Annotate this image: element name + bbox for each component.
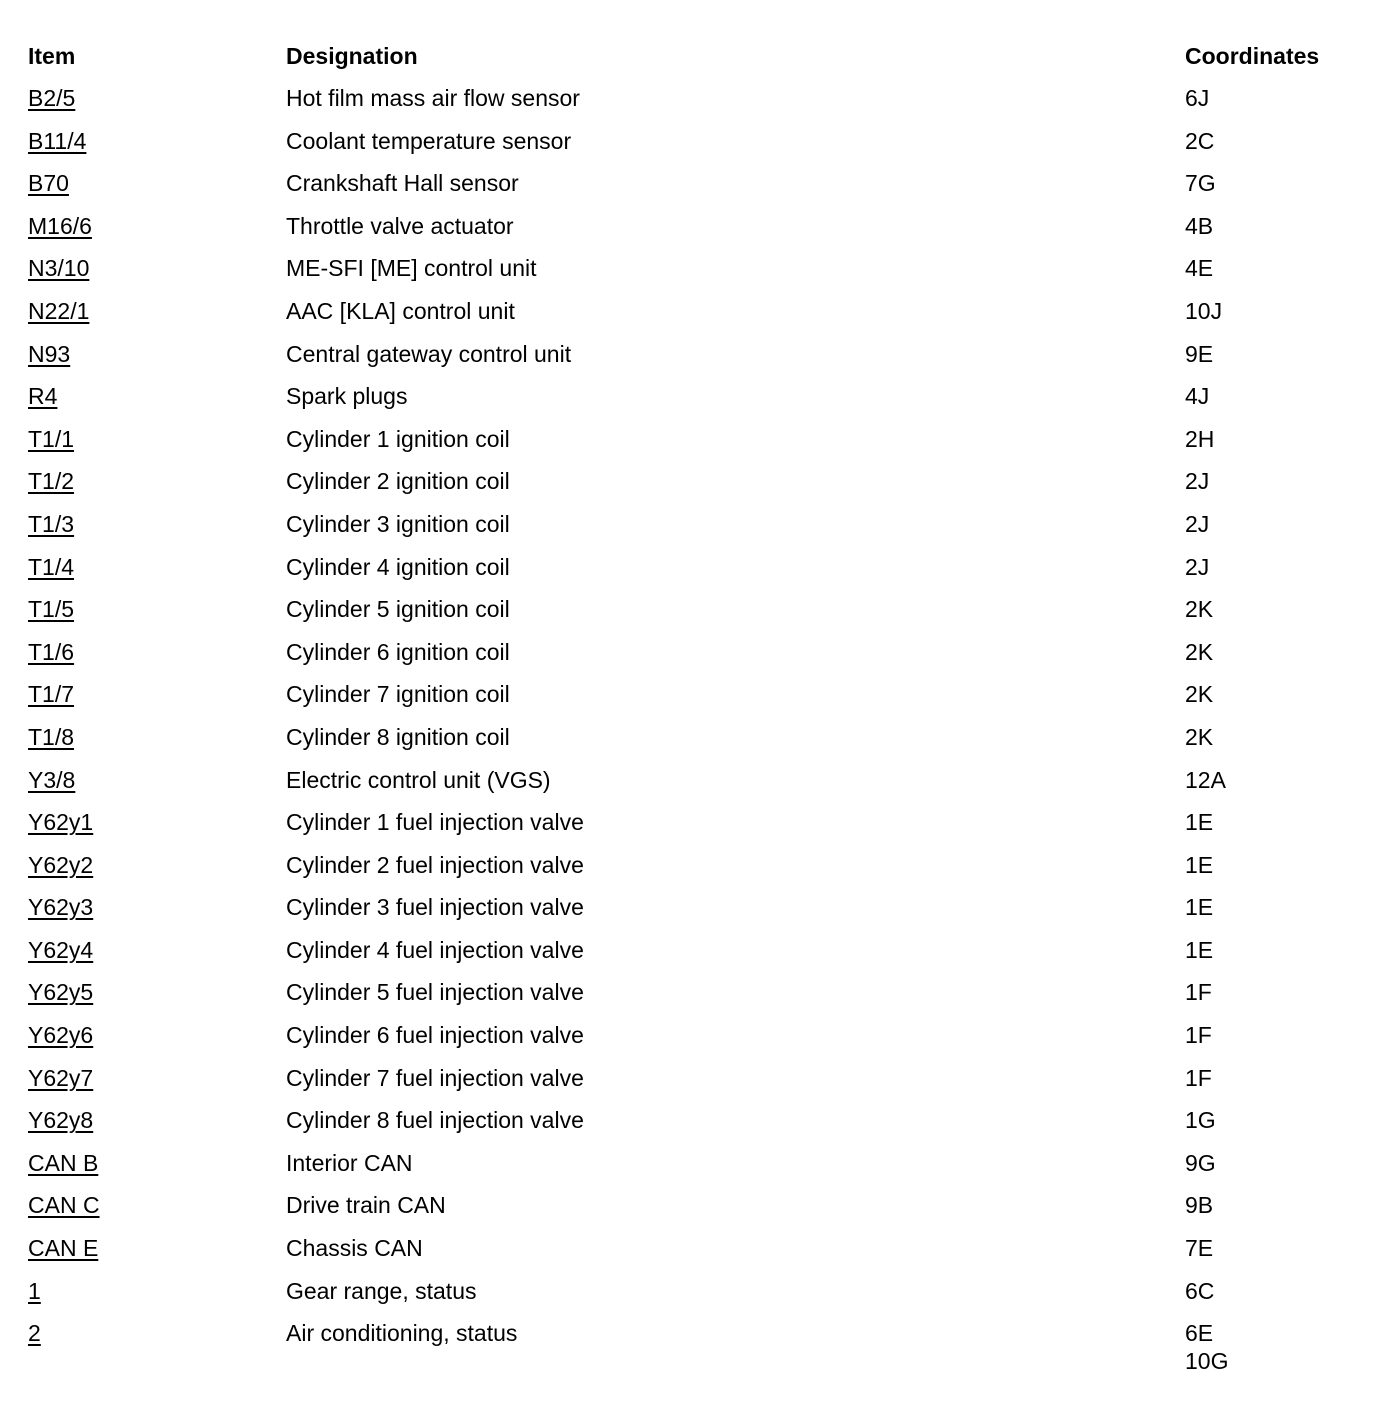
coordinate-value: 1F	[1185, 1064, 1212, 1091]
designation-text: Cylinder 2 fuel injection valve	[286, 851, 584, 878]
item-link[interactable]: B2/5	[28, 85, 76, 111]
designation-text: Central gateway control unit	[286, 340, 572, 367]
item-link[interactable]: CAN B	[28, 1149, 99, 1176]
coordinates-cell	[1185, 893, 1213, 921]
designation-text: Cylinder 3 fuel injection valve	[286, 894, 584, 921]
item-link[interactable]: T1/4	[28, 553, 75, 580]
coordinate-value: 2K	[1185, 681, 1214, 708]
table-row	[28, 125, 1368, 168]
coordinates-cell	[1185, 340, 1213, 368]
designation-text: Gear range, status	[286, 1277, 477, 1304]
coordinate-value: 2K	[1185, 723, 1214, 750]
table-row	[28, 380, 1368, 423]
item-link[interactable]: N3/10	[28, 255, 90, 282]
coordinates-cell	[1185, 766, 1226, 794]
coordinate-value: 2H	[1185, 425, 1215, 452]
coordinates-cell	[1185, 723, 1213, 751]
designation-text: ME-SFI [ME] control unit	[286, 255, 537, 282]
coordinates-cell	[1185, 169, 1216, 197]
coordinates-cell	[1185, 595, 1213, 623]
coordinates-cell	[1185, 510, 1209, 538]
coordinate-value: 7G	[1185, 170, 1216, 197]
coordinates-cell	[1185, 553, 1209, 581]
table-row	[28, 678, 1368, 721]
table-row	[28, 721, 1368, 764]
coordinates-cell	[1185, 808, 1213, 836]
item-link[interactable]: Y62y1	[28, 809, 94, 836]
coordinates-cell	[1185, 936, 1213, 964]
coordinate-value: 2J	[1185, 468, 1210, 495]
table-row	[28, 593, 1368, 636]
table-row	[28, 338, 1368, 381]
item-link[interactable]: B70	[28, 170, 69, 197]
coordinate-value: 9E	[1185, 340, 1214, 367]
designation-text: Chassis CAN	[286, 1235, 423, 1262]
designation-text: Cylinder 5 fuel injection valve	[286, 979, 584, 1006]
coordinate-value: 6E	[1185, 1320, 1214, 1347]
designation-text: Cylinder 1 ignition coil	[286, 425, 510, 452]
table-row	[28, 1232, 1368, 1275]
coordinates-cell	[1185, 1106, 1216, 1134]
coordinate-value: 7E	[1185, 1235, 1214, 1262]
designation-text: Cylinder 8 ignition coil	[286, 723, 510, 750]
designation-text: Electric control unit (VGS)	[286, 766, 551, 793]
table-row	[28, 210, 1368, 253]
table-row	[28, 295, 1368, 338]
designation-text: Coolant temperature sensor	[286, 127, 572, 154]
coordinate-value: 1E	[1185, 894, 1214, 921]
coordinate-value: 12A	[1185, 766, 1226, 793]
coordinate-value: 6J	[1185, 85, 1210, 111]
coordinates-cell	[1185, 680, 1213, 708]
item-link[interactable]: N22/1	[28, 297, 90, 324]
designation-text: Cylinder 4 fuel injection valve	[286, 936, 584, 963]
coordinates-cell	[1185, 1191, 1213, 1219]
table-row	[28, 252, 1368, 295]
item-link[interactable]: Y62y2	[28, 851, 94, 878]
designation-text: Crankshaft Hall sensor	[286, 170, 519, 197]
coordinates-cell	[1185, 467, 1209, 495]
coordinate-value: 9G	[1185, 1149, 1216, 1176]
coordinates-cell	[1185, 978, 1212, 1006]
item-link[interactable]: 1	[28, 1277, 41, 1304]
designation-text: Cylinder 7 ignition coil	[286, 681, 510, 708]
item-link[interactable]: Y62y7	[28, 1064, 94, 1091]
column-header-coordinates: Coordinates	[1185, 43, 1320, 69]
table-row	[28, 82, 1368, 125]
designation-text: Cylinder 5 ignition coil	[286, 596, 510, 623]
designation-text: Cylinder 6 fuel injection valve	[286, 1022, 584, 1049]
designation-text: Interior CAN	[286, 1149, 413, 1176]
coordinate-value: 4E	[1185, 255, 1214, 282]
item-link[interactable]: Y3/8	[28, 766, 76, 793]
coordinates-cell	[1185, 297, 1222, 325]
item-link[interactable]: Y62y6	[28, 1022, 94, 1049]
coordinate-value: 2J	[1185, 510, 1210, 537]
component-legend-table	[28, 40, 1368, 1375]
item-link[interactable]: T1/2	[28, 468, 75, 495]
table-row	[28, 636, 1368, 679]
coordinate-value: 1F	[1185, 979, 1212, 1006]
item-link[interactable]: T1/6	[28, 638, 75, 665]
item-link[interactable]: CAN E	[28, 1235, 99, 1262]
coordinate-value: 1E	[1185, 851, 1214, 878]
coordinates-cell	[1185, 127, 1214, 155]
designation-text: Spark plugs	[286, 383, 408, 410]
designation-text: Cylinder 2 ignition coil	[286, 468, 510, 495]
coordinates-cell	[1185, 382, 1209, 410]
coordinate-value: 1E	[1185, 809, 1214, 836]
table-row	[28, 1189, 1368, 1232]
table-row	[28, 167, 1368, 210]
coordinates-cell	[1185, 1149, 1216, 1177]
coordinate-value: 1F	[1185, 1022, 1212, 1049]
coordinate-value: 2C	[1185, 127, 1215, 154]
item-link[interactable]: T1/5	[28, 596, 75, 623]
item-link[interactable]: Y62y3	[28, 894, 94, 921]
table-row	[28, 465, 1368, 508]
designation-text: Cylinder 4 ignition coil	[286, 553, 510, 580]
item-link[interactable]: T1/1	[28, 425, 75, 452]
coordinate-value: 2J	[1185, 553, 1210, 580]
item-link[interactable]: Y62y8	[28, 1107, 94, 1134]
coordinate-value: 2K	[1185, 596, 1214, 623]
table-row	[28, 508, 1368, 551]
coordinates-cell	[1185, 1021, 1212, 1049]
item-link[interactable]: M16/6	[28, 212, 92, 239]
coordinate-value: 1G	[1185, 1107, 1216, 1134]
coordinates-cell	[1185, 851, 1213, 879]
table-row	[28, 1275, 1368, 1318]
coordinate-value: 4J	[1185, 383, 1210, 410]
item-link[interactable]: N93	[28, 340, 71, 367]
coordinates-cell	[1185, 1234, 1213, 1262]
designation-text: Cylinder 3 ignition coil	[286, 510, 510, 537]
coordinate-value: 4B	[1185, 212, 1214, 239]
coordinates-cell	[1185, 425, 1214, 453]
coordinate-value: 10G	[1185, 1348, 1229, 1375]
coordinates-cell	[1185, 1319, 1228, 1375]
coordinate-value: 1E	[1185, 936, 1214, 963]
coordinates-cell	[1185, 254, 1213, 282]
item-link[interactable]: CAN C	[28, 1192, 100, 1219]
designation-text: Cylinder 8 fuel injection valve	[286, 1107, 584, 1134]
designation-text: Cylinder 6 ignition coil	[286, 638, 510, 665]
coordinate-value: 10J	[1185, 297, 1223, 324]
column-header-designation: Designation	[286, 43, 418, 69]
coordinate-value: 6C	[1185, 1277, 1215, 1304]
table-row	[28, 891, 1368, 934]
coordinate-value: 2K	[1185, 638, 1214, 665]
table-row	[28, 551, 1368, 594]
table-body	[28, 82, 1368, 1375]
item-link[interactable]: 2	[28, 1320, 41, 1347]
item-link[interactable]: T1/7	[28, 681, 75, 708]
table-row	[28, 1019, 1368, 1062]
table-header-row	[28, 40, 1368, 82]
designation-text: Drive train CAN	[286, 1192, 446, 1219]
table-row	[28, 934, 1368, 977]
coordinates-cell	[1185, 638, 1213, 666]
table-row	[28, 976, 1368, 1019]
designation-text: Cylinder 1 fuel injection valve	[286, 809, 584, 836]
item-link[interactable]: T1/3	[28, 510, 75, 537]
table-row	[28, 423, 1368, 466]
table-row	[28, 806, 1368, 849]
table-row	[28, 1062, 1368, 1105]
designation-text: Hot film mass air flow sensor	[286, 85, 580, 111]
item-link[interactable]: Y62y5	[28, 979, 94, 1006]
table-row	[28, 1147, 1368, 1190]
item-link[interactable]: Y62y4	[28, 936, 94, 963]
table-row	[28, 1104, 1368, 1147]
item-link[interactable]: B11/4	[28, 127, 87, 154]
coordinate-value: 9B	[1185, 1192, 1214, 1219]
table-row	[28, 764, 1368, 807]
table-row	[28, 849, 1368, 892]
coordinates-cell	[1185, 84, 1209, 112]
designation-text: Throttle valve actuator	[286, 212, 514, 239]
table-row	[28, 1317, 1368, 1375]
coordinates-cell	[1185, 1277, 1214, 1305]
column-header-item: Item	[28, 43, 76, 69]
coordinates-cell	[1185, 1064, 1212, 1092]
designation-text: AAC [KLA] control unit	[286, 297, 515, 324]
coordinates-cell	[1185, 212, 1213, 240]
designation-text: Cylinder 7 fuel injection valve	[286, 1064, 584, 1091]
designation-text: Air conditioning, status	[286, 1320, 518, 1347]
item-link[interactable]: T1/8	[28, 723, 75, 750]
item-link[interactable]: R4	[28, 383, 58, 410]
